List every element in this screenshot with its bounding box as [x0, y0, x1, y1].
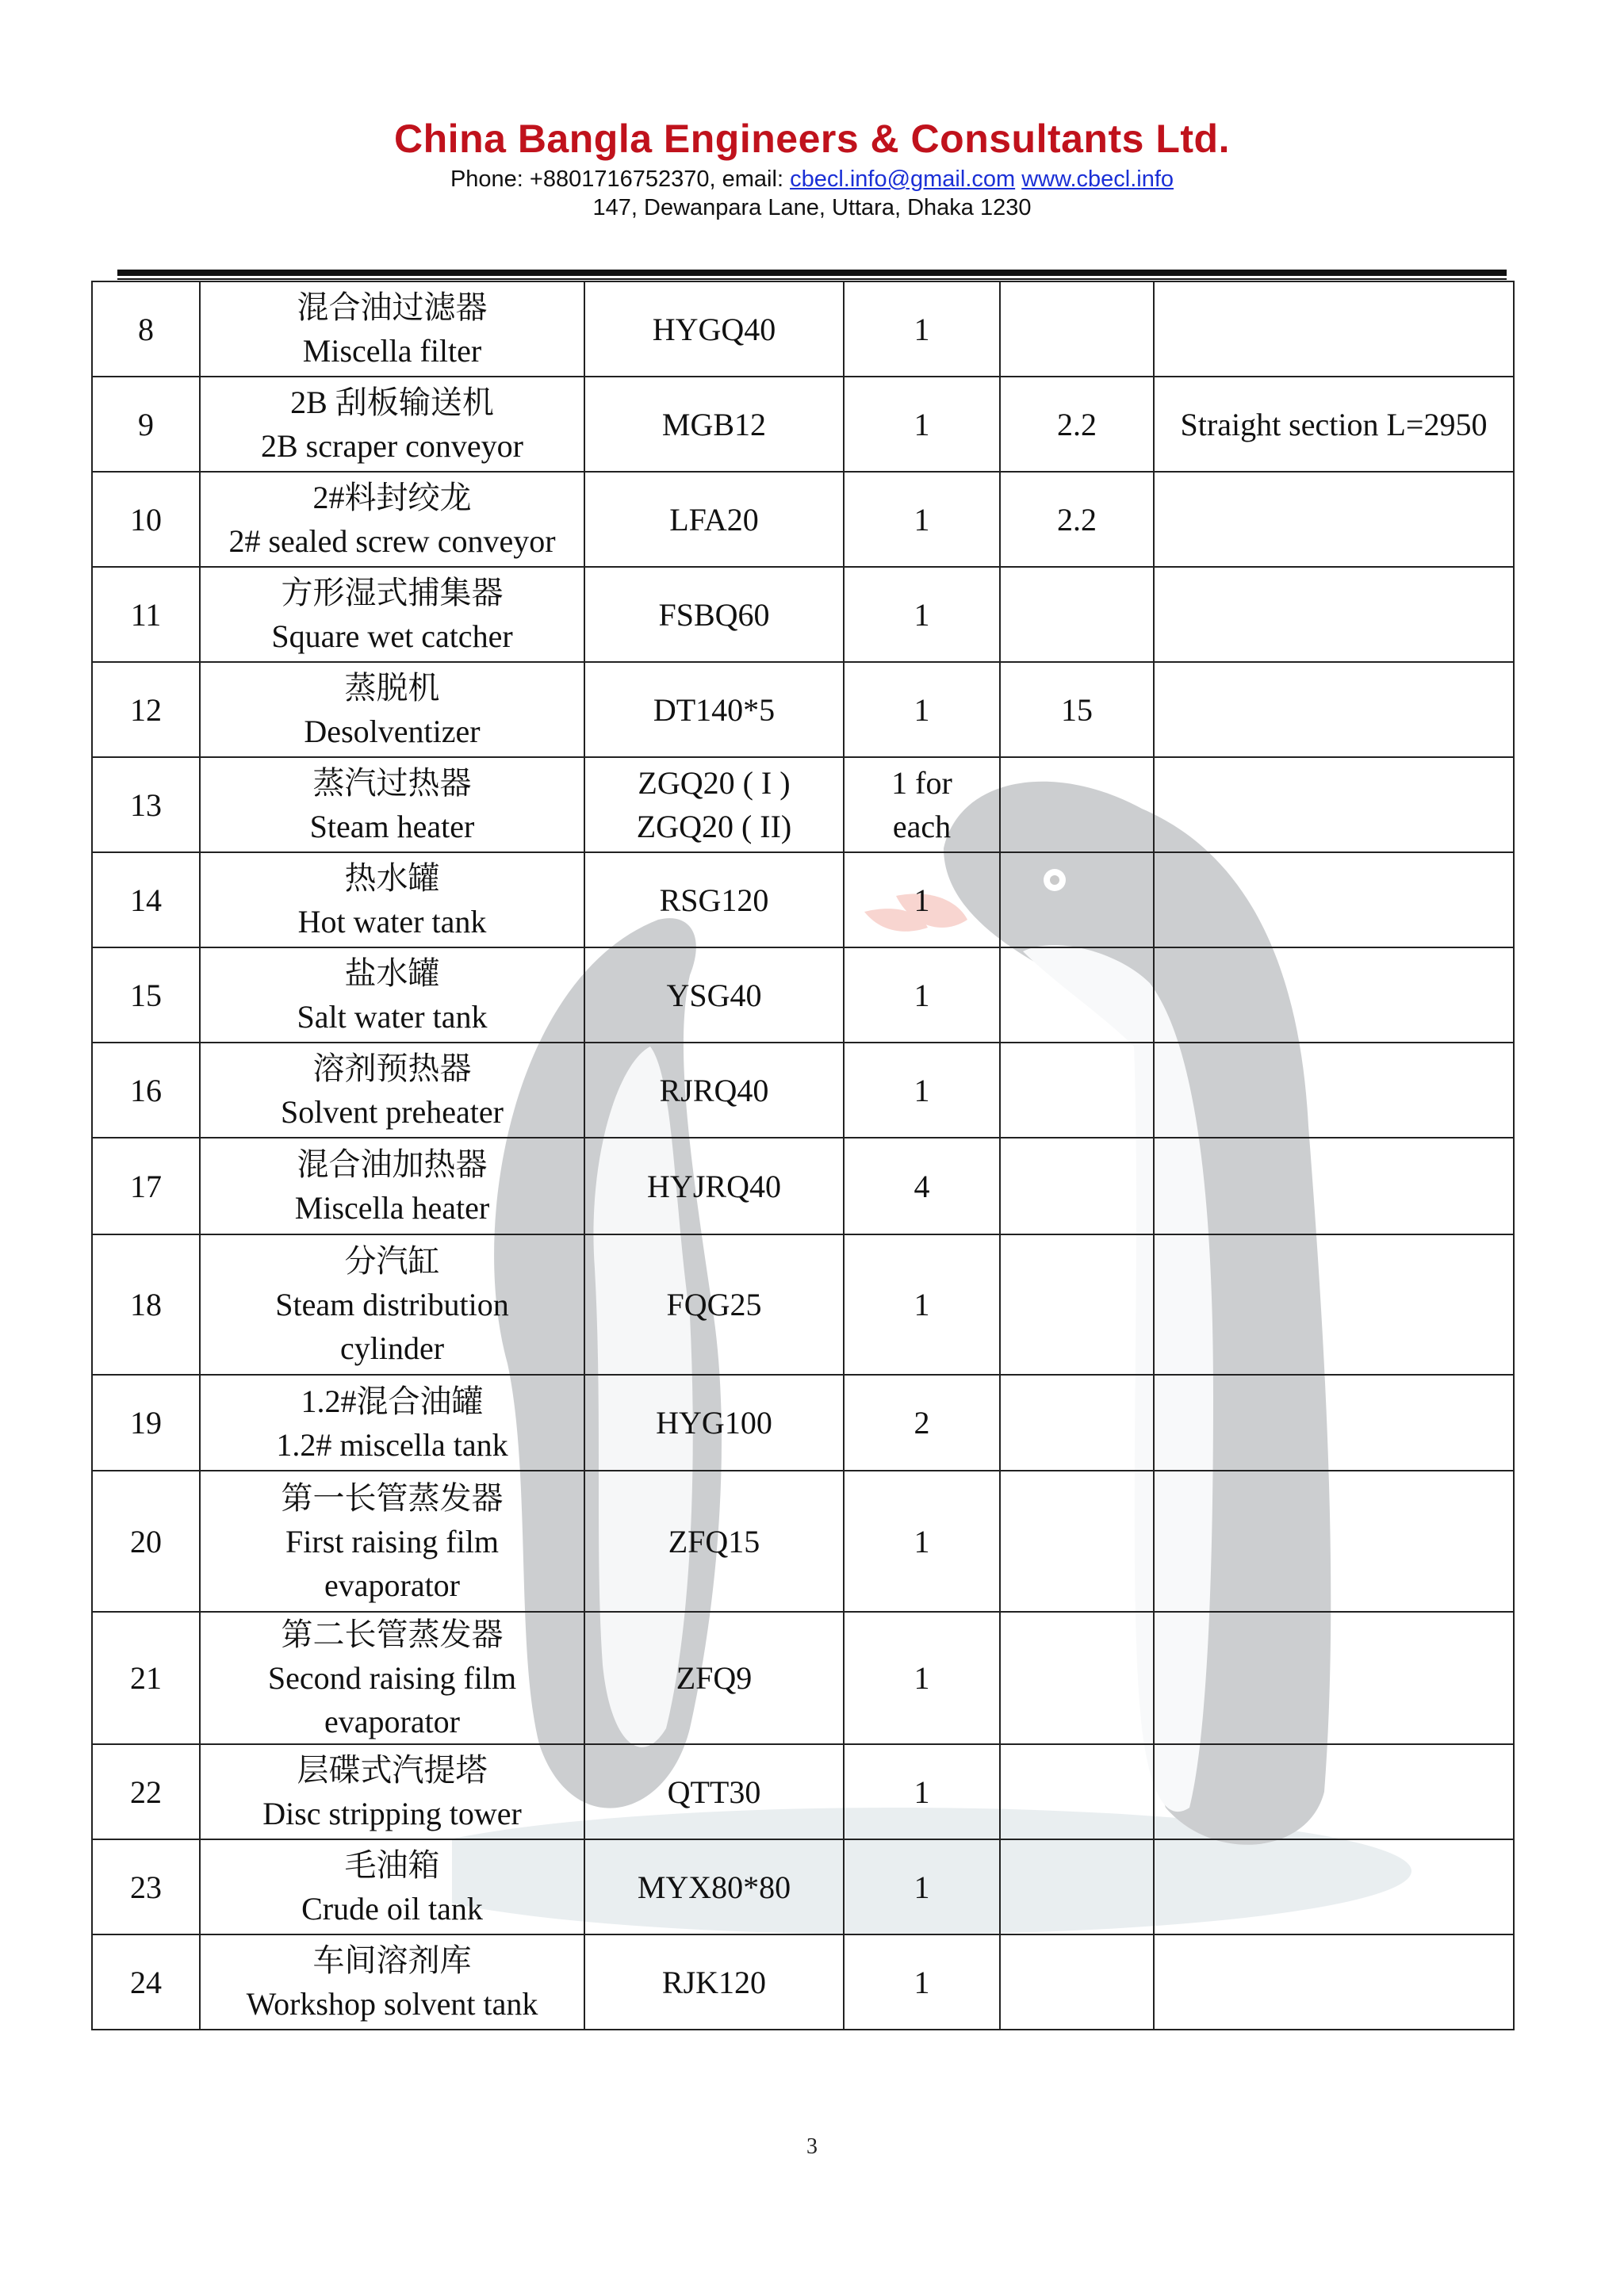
power-cell: [1000, 1744, 1154, 1839]
name-cn: 2B 刮板输送机: [290, 385, 494, 420]
remark-cell: [1154, 1839, 1514, 1934]
name-en: Solvent preheater: [281, 1094, 504, 1130]
quantity-cell: 2: [844, 1375, 1000, 1471]
quantity-cell: 1: [844, 1043, 1000, 1138]
model-cell: ZFQ15: [584, 1471, 844, 1612]
row-number: 10: [92, 472, 200, 567]
name-en: Desolventizer: [304, 714, 481, 749]
quantity-cell: 1: [844, 1934, 1000, 2030]
model-cell: RJK120: [584, 1934, 844, 2030]
quantity-cell: 1: [844, 1471, 1000, 1612]
power-cell: [1000, 1839, 1154, 1934]
row-number: 16: [92, 1043, 200, 1138]
name-en: First raising film: [285, 1523, 499, 1559]
model-cell: RSG120: [584, 852, 844, 947]
name-en: Hot water tank: [297, 904, 487, 939]
power-cell: [1000, 1234, 1154, 1375]
table-row: [92, 281, 1514, 377]
name-cn: 混合油过滤器: [297, 289, 488, 325]
power-cell: [1000, 1043, 1154, 1138]
name-en: Miscella filter: [302, 333, 482, 369]
remark-cell: [1154, 1375, 1514, 1471]
row-number: 24: [92, 1934, 200, 2030]
name-en-line-2: cylinder: [339, 1330, 445, 1366]
equipment-name: [200, 947, 584, 1043]
name-cn: 分汽缸: [344, 1243, 440, 1279]
website-link[interactable]: www.cbecl.info: [1021, 166, 1174, 192]
name-cn: 第二长管蒸发器: [281, 1617, 504, 1652]
model-cell: YSG40: [584, 947, 844, 1043]
table-row: [92, 1138, 1514, 1234]
model-line-1: ZGQ20 ( I ): [638, 765, 791, 801]
name-en: 2# sealed screw conveyor: [228, 523, 556, 559]
header-rule: [117, 270, 1507, 276]
power-cell: [1000, 281, 1154, 377]
model-cell: QTT30: [584, 1744, 844, 1839]
quantity-cell: 1: [844, 947, 1000, 1043]
remark-cell: [1154, 852, 1514, 947]
name-cn: 2#料封绞龙: [312, 480, 472, 515]
table-row: [92, 1839, 1514, 1934]
row-number: 20: [92, 1471, 200, 1612]
equipment-name: [200, 1612, 584, 1744]
equipment-name: [200, 662, 584, 757]
model-cell: HYG100: [584, 1375, 844, 1471]
name-en: 1.2# miscella tank: [276, 1426, 508, 1463]
table-row: [92, 472, 1514, 567]
model-line-2: ZGQ20 ( II): [636, 809, 792, 844]
table-row: [92, 1375, 1514, 1471]
power-cell: [1000, 567, 1154, 662]
quantity-cell: 1: [844, 1839, 1000, 1934]
table-row: [92, 852, 1514, 947]
model-cell: FQG25: [584, 1234, 844, 1375]
model-cell: ZFQ9: [584, 1612, 844, 1744]
table-row: [92, 1234, 1514, 1375]
table-row: [92, 757, 1514, 852]
name-en: Steam distribution: [275, 1287, 509, 1322]
name-cn: 第一长管蒸发器: [281, 1479, 504, 1516]
remark-cell: [1154, 1138, 1514, 1234]
table-row: [92, 377, 1514, 472]
name-en: Second raising film: [267, 1660, 517, 1696]
row-number: 14: [92, 852, 200, 947]
quantity-cell: 1: [844, 377, 1000, 472]
model-cell: MYX80*80: [584, 1839, 844, 1934]
header-rule-thin: [117, 278, 1507, 280]
model-cell: HYJRQ40: [584, 1138, 844, 1234]
quantity-cell: [844, 757, 1000, 852]
quantity-cell: 1: [844, 662, 1000, 757]
equipment-name: [200, 852, 584, 947]
contact-line: [0, 166, 1624, 193]
row-number: 15: [92, 947, 200, 1043]
model-cell: DT140*5: [584, 662, 844, 757]
name-en: Square wet catcher: [271, 618, 513, 654]
equipment-name: [200, 1043, 584, 1138]
quantity-cell: 1: [844, 1744, 1000, 1839]
remark-cell: [1154, 1471, 1514, 1612]
quantity-line-2: each: [892, 809, 952, 844]
remark-cell: [1154, 757, 1514, 852]
power-cell: 15: [1000, 662, 1154, 757]
table-row: [92, 1043, 1514, 1138]
equipment-name: [200, 1138, 584, 1234]
power-cell: 2.2: [1000, 472, 1154, 567]
remark-cell: [1154, 472, 1514, 567]
model-cell: HYGQ40: [584, 281, 844, 377]
power-cell: [1000, 1612, 1154, 1744]
name-cn: 溶剂预热器: [312, 1050, 472, 1086]
equipment-name: [200, 757, 584, 852]
remark-cell: [1154, 567, 1514, 662]
name-cn: 蒸汽过热器: [312, 765, 472, 801]
table-row: [92, 1934, 1514, 2030]
power-cell: [1000, 757, 1154, 852]
table-row: [92, 1471, 1514, 1612]
quantity-cell: 1: [844, 281, 1000, 377]
name-cn: 盐水罐: [344, 955, 440, 991]
name-cn: 1.2#混合油罐: [301, 1383, 484, 1419]
address-line: 147, Dewanpara Lane, Uttara, Dhaka 1230: [592, 195, 1032, 220]
row-number: 22: [92, 1744, 200, 1839]
name-cn: 混合油加热器: [297, 1146, 488, 1182]
power-cell: [1000, 947, 1154, 1043]
equipment-name: [200, 472, 584, 567]
table-row: [92, 1612, 1514, 1744]
name-cn: 方形湿式捕集器: [281, 575, 504, 610]
model-cell: [584, 757, 844, 852]
row-number: 21: [92, 1612, 200, 1744]
row-number: 11: [92, 567, 200, 662]
remark-cell: [1154, 1934, 1514, 2030]
table-row: [92, 662, 1514, 757]
remark-cell: [1154, 1234, 1514, 1375]
company-name: China Bangla Engineers & Consultants Ltd.: [394, 117, 1230, 161]
row-number: 23: [92, 1839, 200, 1934]
remark-cell: [1154, 281, 1514, 377]
phone-text: Phone: +8801716752370, email:: [450, 166, 791, 192]
row-number: 17: [92, 1138, 200, 1234]
row-number: 9: [92, 377, 200, 472]
quantity-cell: 1: [844, 472, 1000, 567]
equipment-name: [200, 1471, 584, 1612]
name-en: Crude oil tank: [301, 1891, 483, 1927]
remark-cell: [1154, 662, 1514, 757]
quantity-cell: 1: [844, 1234, 1000, 1375]
name-cn: 车间溶剂库: [312, 1942, 472, 1978]
name-en: 2B scraper conveyor: [261, 428, 523, 464]
equipment-name: [200, 1234, 584, 1375]
power-cell: [1000, 1375, 1154, 1471]
email-link[interactable]: cbecl.info@gmail.com: [790, 166, 1016, 192]
quantity-cell: 1: [844, 852, 1000, 947]
model-cell: MGB12: [584, 377, 844, 472]
equipment-name: [200, 1839, 584, 1934]
name-en-line-2: evaporator: [324, 1567, 460, 1603]
name-en: Workshop solvent tank: [246, 1986, 538, 2022]
table-row: [92, 567, 1514, 662]
row-number: 18: [92, 1234, 200, 1375]
name-en: Salt water tank: [297, 999, 488, 1035]
power-cell: 2.2: [1000, 377, 1154, 472]
equipment-name: [200, 1744, 584, 1839]
name-cn: 蒸脱机: [344, 670, 440, 706]
equipment-name: [200, 281, 584, 377]
remark-cell: [1154, 1612, 1514, 1744]
equipment-name: [200, 1375, 584, 1471]
name-en: Disc stripping tower: [262, 1796, 522, 1831]
row-number: 13: [92, 757, 200, 852]
remark-cell: Straight section L=2950: [1154, 377, 1514, 472]
power-cell: [1000, 852, 1154, 947]
equipment-name: [200, 377, 584, 472]
name-cn: 毛油箱: [344, 1847, 440, 1883]
power-cell: [1000, 1471, 1154, 1612]
equipment-name: [200, 567, 584, 662]
row-number: 8: [92, 281, 200, 377]
quantity-cell: 1: [844, 567, 1000, 662]
name-cn: 层碟式汽提塔: [297, 1752, 488, 1788]
model-cell: FSBQ60: [584, 567, 844, 662]
equipment-name: [200, 1934, 584, 2030]
name-en-line-2: evaporator: [324, 1704, 460, 1739]
quantity-cell: 1: [844, 1612, 1000, 1744]
remark-cell: [1154, 947, 1514, 1043]
row-number: 19: [92, 1375, 200, 1471]
page-number: 3: [806, 2134, 818, 2159]
name-en: Miscella heater: [294, 1190, 490, 1226]
power-cell: [1000, 1138, 1154, 1234]
remark-cell: [1154, 1043, 1514, 1138]
model-cell: LFA20: [584, 472, 844, 567]
table-row: [92, 1744, 1514, 1839]
power-cell: [1000, 1934, 1154, 2030]
name-en: Steam heater: [309, 809, 475, 844]
remark-cell: [1154, 1744, 1514, 1839]
model-cell: RJRQ40: [584, 1043, 844, 1138]
row-number: 12: [92, 662, 200, 757]
table-row: [92, 947, 1514, 1043]
equipment-table: [91, 281, 1515, 2030]
quantity-cell: 4: [844, 1138, 1000, 1234]
quantity-line-1: 1 for: [891, 765, 952, 801]
name-cn: 热水罐: [344, 860, 440, 896]
